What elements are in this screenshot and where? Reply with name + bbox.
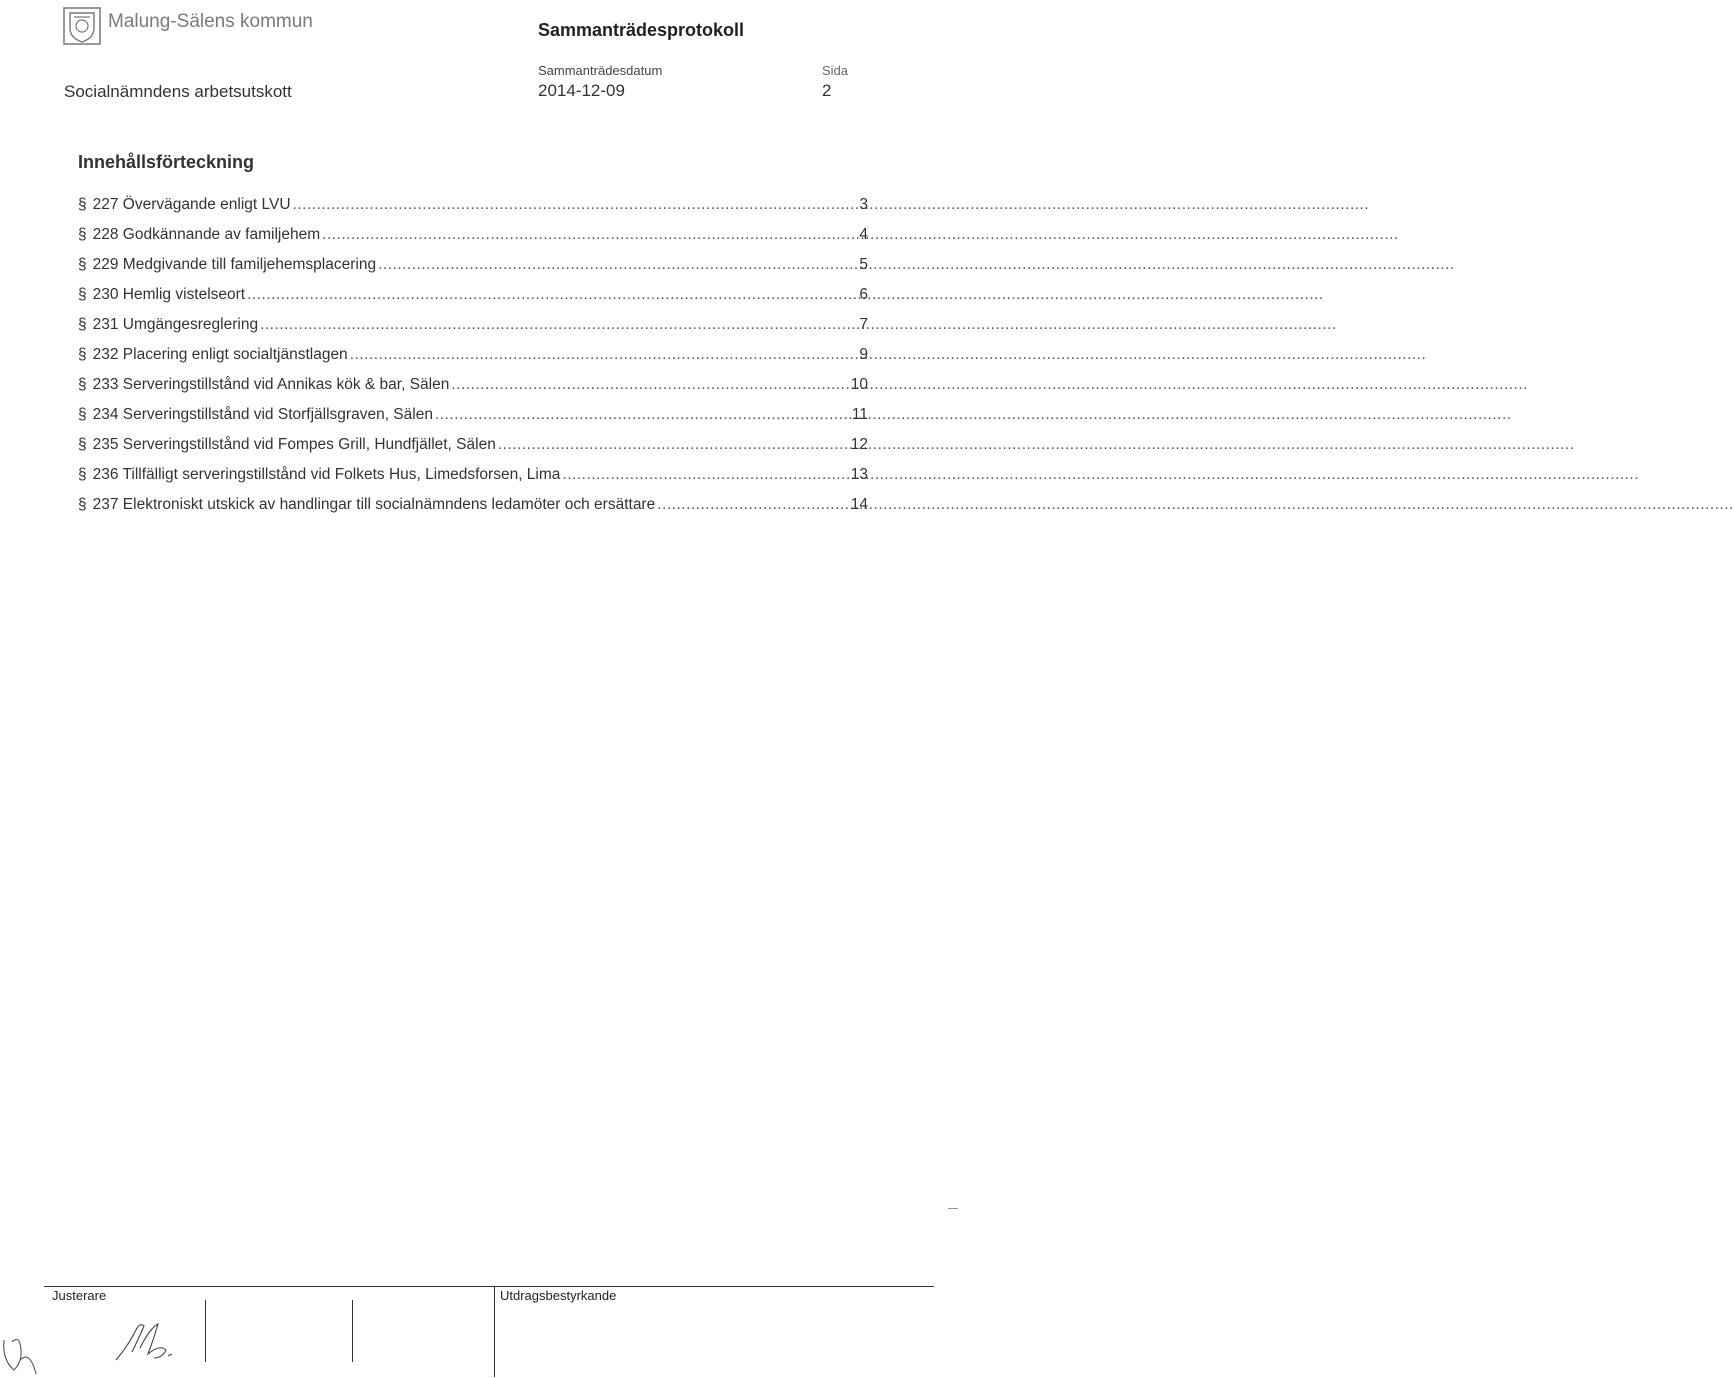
section-symbol: § [78,436,87,453]
section-symbol: § [78,226,87,243]
meeting-date-label: Sammanträdesdatum [538,63,663,78]
footer-divider [44,1286,934,1287]
toc-entry-text: 236 Tillfälligt serveringstillstånd vid Folkets Hus, Limedsforsen, Lima [92,466,561,483]
page-number: 2 [822,81,832,100]
toc-entry-page: 6 [859,286,868,303]
municipal-coat-of-arms-icon [62,6,102,46]
toc-entry [78,406,868,436]
toc-entry-page: 4 [859,226,868,243]
section-symbol: § [78,346,87,363]
dot-leader [293,196,852,214]
toc-entry [78,196,868,226]
handwritten-initials [0,1330,42,1376]
section-symbol: § [78,256,87,273]
toc-entry-text: 227 Övervägande enligt LVU [92,196,291,213]
signature-box-divider [352,1300,353,1362]
toc-entry [78,346,868,376]
margin-mark [948,1208,958,1209]
meeting-date: 2014-12-09 [538,81,625,100]
reviewers-label: Justerare [52,1288,107,1303]
document-type-title: Sammanträdesprotokoll [538,20,745,40]
municipality-name: Malung-Sälens kommun [108,11,313,32]
dot-leader [247,286,852,304]
dot-leader [322,226,852,244]
toc-entry-text: 233 Serveringstillstånd vid Annikas kök & bar, Sälen [92,376,450,393]
toc-entry [78,226,868,256]
toc-title: Innehållsförteckning [78,152,255,172]
toc-entry-text: 235 Serveringstillstånd vid Fompes Grill, Hundfjället, Sälen [92,436,496,453]
toc-entry-page: 7 [859,316,868,333]
toc-entry-page: 14 [850,496,868,513]
toc-entry [78,466,868,496]
toc-entry [78,436,868,466]
dot-leader [350,346,852,364]
toc-entry [78,286,868,316]
toc-entry [78,256,868,286]
toc-entry-page: 5 [859,256,868,273]
dot-leader [657,496,849,514]
toc-entry-page: 11 [851,406,868,423]
toc-entry-page: 10 [850,376,868,393]
section-symbol: § [78,466,87,483]
dot-leader [260,316,852,334]
section-symbol: § [78,406,87,423]
section-symbol: § [78,316,87,333]
dot-leader [435,406,850,424]
committee-name: Socialnämndens arbetsutskott [64,82,292,101]
toc-entry-text: 234 Serveringstillstånd vid Storfjällsgraven, Sälen [92,406,433,423]
extract-certification-label: Utdragsbestyrkande [500,1288,617,1303]
toc-entry-text: 231 Umgängesreglering [92,316,259,333]
toc-entry-text: 232 Placering enligt socialtjänstlagen [92,346,348,363]
toc-entry-page: 3 [859,196,868,213]
toc-entry-page: 12 [850,436,868,453]
toc-entry [78,496,868,526]
toc-entry-text: 229 Medgivande till familjehemsplacering [92,256,377,273]
toc-entry-page: 13 [850,466,868,483]
toc-entry-text: 228 Godkännande av familjehem [92,226,321,243]
toc-entry-page: 9 [859,346,868,363]
section-symbol: § [78,196,87,213]
section-symbol: § [78,286,87,303]
table-of-contents [78,196,868,526]
handwritten-signature [110,1318,190,1362]
signature-box-divider [494,1287,495,1377]
dot-leader [378,256,852,274]
toc-entry-text: 230 Hemlig vistelseort [92,286,246,303]
page-label: Sida [822,63,849,78]
section-symbol: § [78,376,87,393]
dot-leader [498,436,849,454]
dot-leader [562,466,848,484]
toc-entry [78,376,868,406]
toc-entry-text: 237 Elektroniskt utskick av handlingar till socialnämndens ledamöter och ersättare [92,496,656,513]
dot-leader [451,376,848,394]
section-symbol: § [78,496,87,513]
signature-box-divider [205,1300,206,1362]
toc-entry [78,316,868,346]
